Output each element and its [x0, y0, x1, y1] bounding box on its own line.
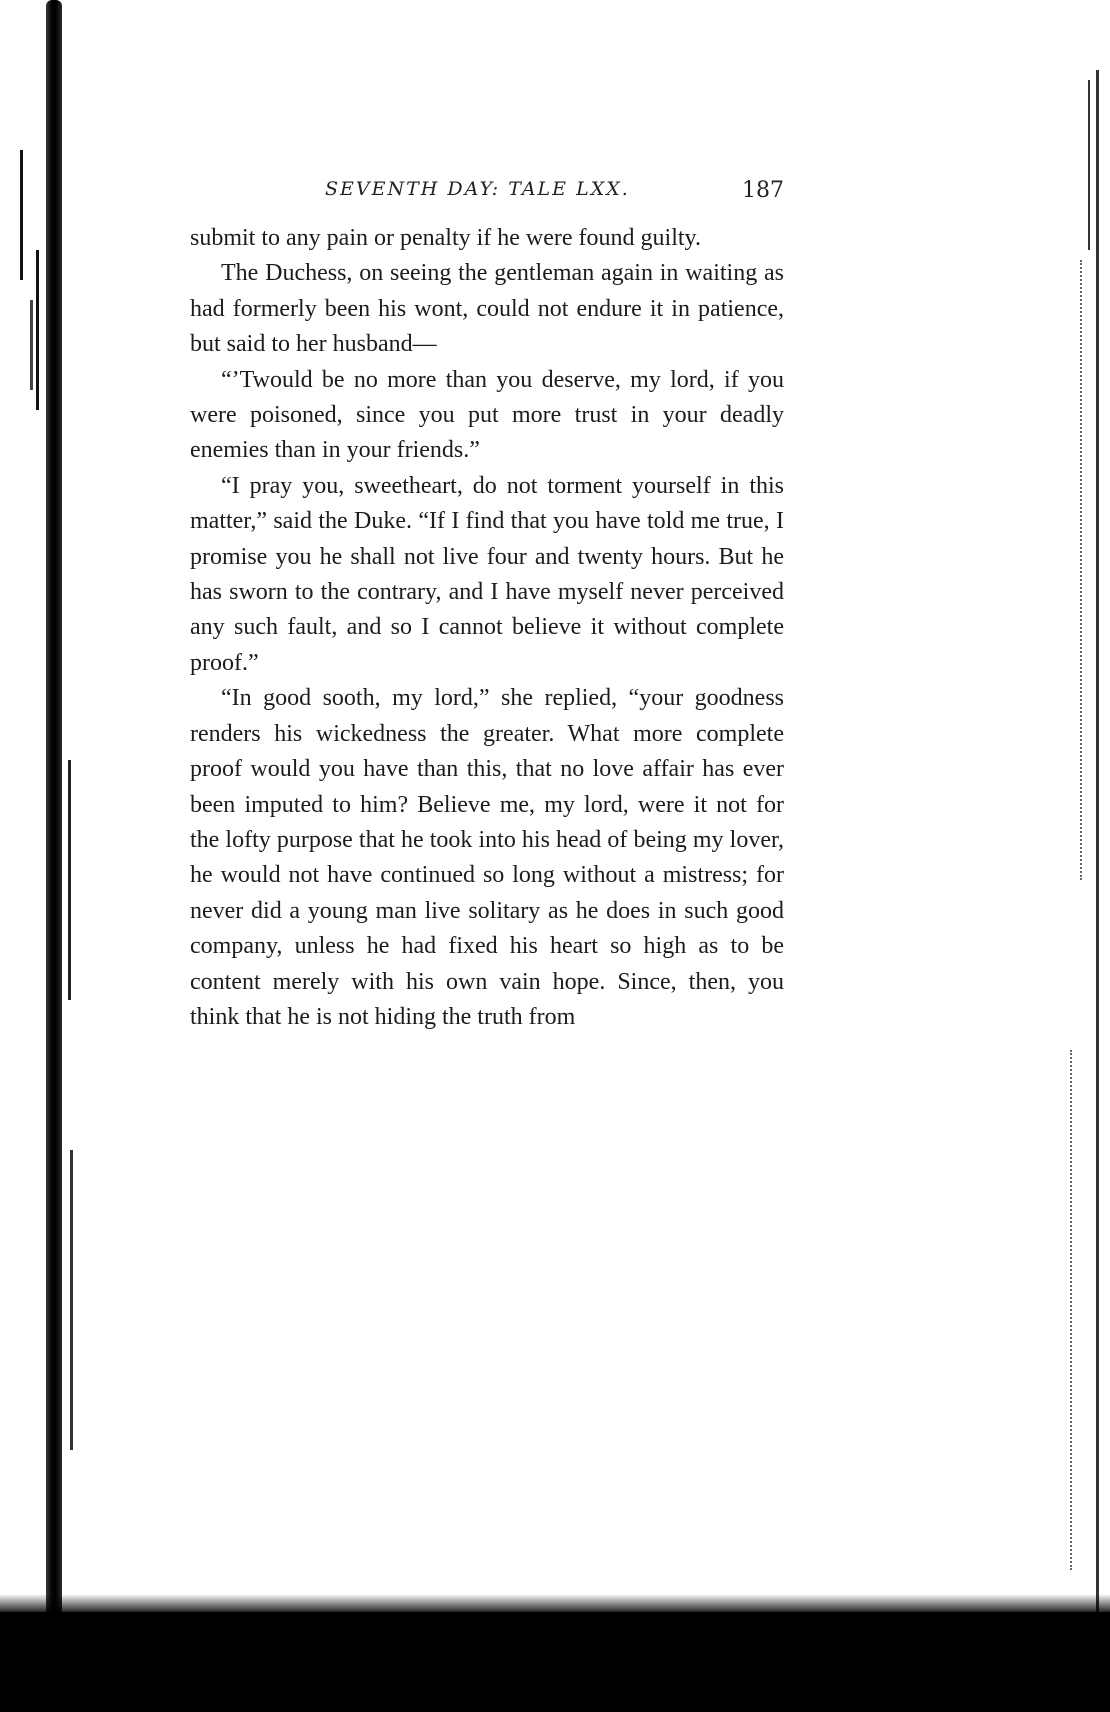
gutter-mark — [70, 1150, 73, 1450]
page-edge-line — [1088, 80, 1090, 250]
paragraph: “I pray you, sweetheart, do not torment yourself in this matter,” said the Duke. “If I find that you have told me true, I promise you he shall not live four and twenty hours. But he has sworn to the contrary, and I have myself never perceived any such fault, and so I cannot believe it without complete proof.” — [190, 472, 784, 676]
page-edge-dots — [1080, 260, 1084, 880]
page-header — [190, 178, 784, 218]
page-edge-line — [1096, 70, 1099, 1630]
scan-bottom-fade — [0, 1594, 1110, 1612]
paragraph: “In good sooth, my lord,” she replied, “your goodness renders his wickedness the greater. What more complete proof would you have than this, that no love affair has ever been imputed to him? Believe me, my lord, were it not for the lofty purpose that he took into his head of being my lover, he would not have continued so long without a mistress; for never did a young man live solitary as he does in such good company, unless he had fixed his heart so high as to be content merely with his own vain hope. Since, then, you think that he is not hiding the truth from — [190, 685, 784, 1030]
page-edge-dots — [1070, 1050, 1074, 1570]
right-page-edge — [1030, 0, 1110, 1712]
page-number: 187 — [742, 178, 784, 203]
gutter-mark — [30, 300, 33, 390]
paragraph: The Duchess, on seeing the gentleman again in waiting as had formerly been his wont, could not endure it in patience, but said to her husband— — [190, 260, 784, 358]
book-page — [190, 178, 784, 1035]
running-head: SEVENTH DAY: TALE LXX. — [325, 178, 630, 200]
gutter-mark — [68, 760, 71, 1000]
paragraph: submit to any pain or penalty if he were found guilty. — [190, 225, 701, 251]
scan-bottom-border — [0, 1612, 1110, 1712]
book-gutter-shadow — [0, 0, 90, 1712]
gutter-mark — [20, 150, 23, 280]
body-text — [190, 221, 784, 1035]
gutter-spine-shadow — [46, 0, 62, 1650]
paragraph: “’Twould be no more than you deserve, my lord, if you were poisoned, since you put more trust in your deadly enemies than in your friends.” — [190, 366, 784, 464]
gutter-mark — [36, 250, 39, 410]
